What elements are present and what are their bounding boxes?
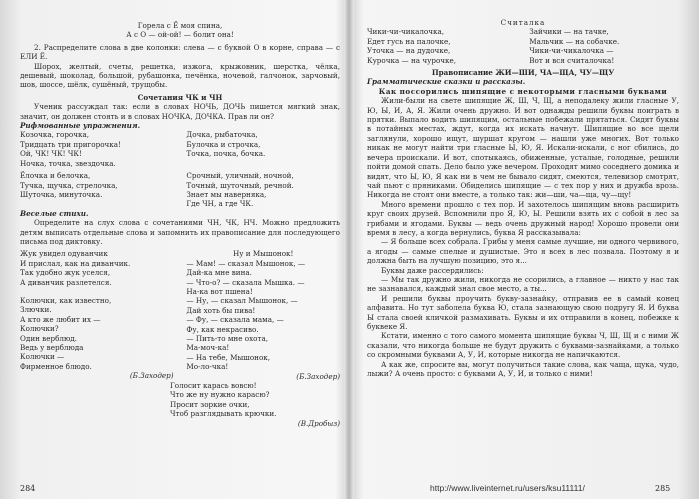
verse-line: Что же ну нужно карасю? [170,390,270,400]
verse-line: А кто же любит их — [20,314,101,324]
task-2-words: Шорох, желтый, счеты, решетка, изжога, крыжовник, шерстка, чёлка, дешевый, шоколад, большой, рубашонка, печёнка, ночевой, галчонок, зарчовый, шов, шоссе, шёлк, сушёный, трущобы. [20,61,340,90]
verse-line: Просит зоркие очки, [170,399,250,409]
story-paragraph: Буквы даже рассердились: [381,265,484,275]
verse-line: Знает мы наверняка, [186,189,267,199]
rhymed-block-1 [20,130,340,168]
listen-task: Определите на слух слова с сочетаниями ЧН, ЧК, НЧ. Можно предложить детям выписать отдельные слова и запомнить их правописание для последующего письма под диктовку. [20,218,340,246]
verse-line: Чтоб разглядывать крючки. [170,409,277,419]
story-paragraph: — Я больше всех собрала. Грибы у меня самые лучшие, ни одного червивого, а ягоды — самые спелые и душистые. Это я всех в лес позвала. Поэтому я и должна быть на лучшую позицию, это я... [367,237,679,266]
verse-line: Колючки — [20,352,65,362]
funny-title: Веселые стихи. [20,208,89,218]
poem-line: А с О — ой-ой! — болит она! [126,30,234,40]
verse-line: — Мам! — сказал Мышонок, — [186,258,306,268]
verse-line: Вот и вся считалочка! [529,55,615,65]
verse-line: Мо-ло-чка! [186,362,229,372]
poem-title: Ну и Мышонок! [232,249,294,259]
story-paragraph: — Мы так дружно жили, никогда не ссорились, а главное — никто у нас так не зазнавался, каждый знал свое место, а ты... [367,274,679,294]
verse-line: Ой, ЧК! ЧК! ЧК! [20,149,82,159]
verse-line: Срочный, уличный, ночной, [186,171,294,181]
verse-line: Один верблюд. [20,333,77,343]
verse-line: Ма-моч-ка! [186,343,230,353]
spelling-rule: Правописание ЖИ—ШИ, ЧА—ЩА, ЧУ—ЩУ [431,68,615,78]
poem-bottom [170,381,340,428]
verse-line: Чики-чи-чикалочка — [529,46,614,56]
verse-line: Фу, как некрасиво. [186,324,259,334]
poem-line: Горела с Ё моя спина, [137,21,223,30]
verse-line: На-ка вот пшена! [186,286,253,296]
verse-line: Тридцать три пригорочка! [20,139,121,149]
left-page [20,18,340,428]
count-rhyme [367,27,679,65]
verse-line: Жук увидел одуванчик [20,249,108,259]
verse-line: Ведь у верблюда [20,343,84,352]
verse-line: Тучка, щучка, стрелочка, [20,180,118,190]
verse-line: Фирменное блюдо. [20,361,92,371]
verse-line: Голосит карась вовсю! [170,381,257,391]
verse-line: И прислал, как на диванчик. [20,258,131,268]
story-paragraph: И решили буквы проучить букву-зазнайку, отправив ее в самый конец алфавита. Но тут заболела буква Ю, стала зазнающую свою подругу Я. И буква Ы стала своей кличкой размахивать. Буквы и их отправили в конец, побежке к буквеке Я. [367,293,679,331]
verse-line: — Пить-то мне охота, [186,334,269,343]
verse-line: Чики-чи-чикалочка, [367,27,445,37]
verse-line: Колючки, как известно, [20,295,112,305]
verse-line: Точный, шуточный, речной. [186,180,294,190]
poem-top [20,21,340,40]
verse-line: — На тебе, Мышонок, [186,352,271,362]
grammar-title: Грамматические сказки и рассказы. [367,77,526,87]
verse-line: Мальчик — на собачке. [529,36,620,46]
verse-line: — Что-о? — сказала Мышка. — [186,277,305,287]
story-title: Как поссорились шипящие с некоторыми гласными буквами [378,86,668,96]
rhymed-block-2 [20,171,340,209]
verse-line: Колючки? [20,324,59,334]
verse-line: Козочка, горочка, [20,130,90,140]
author: (Б.Заходер) [296,371,340,381]
verse-line: Точка, почка, бочка. [186,149,266,159]
count-title: Считалка [500,18,546,27]
author: (В.Дробыз) [297,418,340,428]
verse-line: Ёлочка и белочка, [20,171,91,181]
verse-line: — Ну, — сказал Мышонок, — [186,296,298,306]
task-2: 2. Распределите слова в две колонки: слева — с буквой О в корне, справа — с ЕЛИ Ё. [20,42,340,62]
verse-line: Зайчики — на тачке, [529,27,609,37]
page-number-right: 285 [655,484,671,493]
section-heading: Сочетания ЧК и ЧН [137,92,223,102]
verse-line: Так удобно жук уселся, [20,268,111,278]
author: (Б.Заходер) [129,371,174,381]
verse-line: Курочка — на чурочке, [367,55,457,65]
rhymed-title: Рифмованные упражнения. [20,121,141,131]
verse-line: — Фу, — сказала мама, — [186,315,284,325]
story-paragraph: Кстати, именно с того самого момента шипящие буквы Ч, Ш, Щ и с ними Ж сказали, что никогда больше не будут дружить с буквами-зазнайками, а только со скромными буквами А, У, И, которые никогда не напичкаются. [367,331,679,360]
verse-line: Где ЧН, а где ЧК. [186,199,254,209]
watermark-url[interactable]: http://www.liveinternet.ru/users/ksu11111/ [430,483,585,493]
verse-line: Едет гусь на палочке, [367,36,451,46]
page-number-left: 284 [20,484,36,493]
verse-line: Булочка и строчка, [186,139,261,149]
right-page [367,18,679,378]
verse-line: Дочка, рыбаточка, [186,130,258,140]
verse-line: Дай-ка мне вина. [186,268,252,278]
verse-line: Дай хоть бы пива! [186,305,256,315]
verse-line: Злючки. [20,305,52,315]
book-gutter [344,0,354,499]
story-paragraph: Много времени прошло с тех пор. И захотелось шипящим вновь расширить круг своих друзей. Вспомнили про Я, Ю, Ы. Решили взять их с собой в лес за грибами и ягодами. Буквы — ведь очень дружный народ! Хорошо провели они время в лесу, а когда вернулись, буква Я рассказывала: [367,199,679,237]
story-paragraph: А как же, спросите вы, могут получиться такие слова, как чаща, щука, чудо, лыжи? А очень просто: с буквами А, У, И, и только с ними! [367,359,679,379]
poems-row [20,249,340,381]
verse-line: А диванчик разлетелся. [20,277,112,287]
verse-line: Ночка, точка, звездочка. [20,158,116,168]
verse-line: Уточка — на дудочке, [367,46,451,56]
verse-line: Шуточка, минуточка. [20,189,103,199]
story-paragraph: Жили-были на свете шипящие Ж, Ш, Ч, Щ, а неподалеку жили гласные У, Ю, Ы, И, А, Я. Жили очень дружно. И вот однажды решили буквы поиграть в прятки. Выпало водить шипящим, остальные побежали прятаться. Сидят буквы в потайных местах, ждут, когда их искать начнут. Шипящие во все щели заглянули, хорошо ищут, шуршат кругом — нашли уже многих. Вот только никак не могут найти три гласные Ы, Ю, Я. Искали-искали, с ног сбились, до вечера проискали. И вот, спотыкаясь, обиженные, усталые, голодные, решили пойти домой спать. Дело было уже вечером. Проходят мимо соседнего домика и видят, что Ы, Ю, Я как ни в чем не бывало сидят, смеются, телевизор смотрят, чай пьют с пряниками. Обиделись шипящие — с тех пор у них и дружба врозь. Никогда не стоят они вместе, а только так: жи—ши, ча—ща, чу—щу! [367,96,679,200]
rule-text: Ученик рассуждал так: если в словах НОЧЬ, ДОЧЬ пишется мягкий знак, значит, он должен стоять и в словах НОЧКА, ДОЧКА. Прав ли он? [20,102,340,121]
